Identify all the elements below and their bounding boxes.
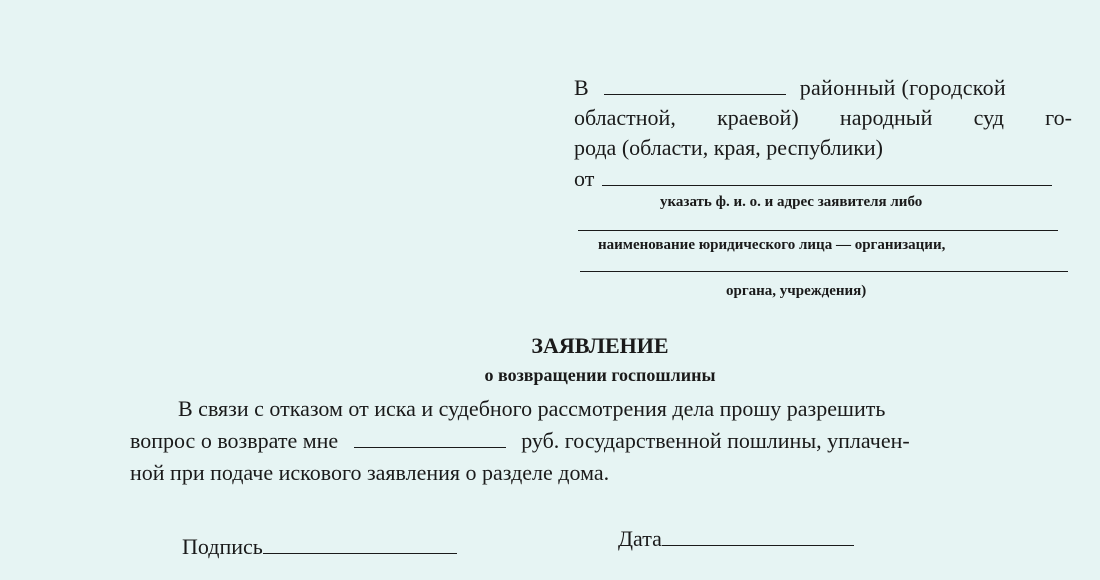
- addressee-prefix: В: [574, 75, 589, 100]
- addressee-line-1: [574, 72, 1072, 103]
- hint-applicant: указать ф. и. о. и адрес заявителя либо: [660, 194, 923, 210]
- hint-legal-entity: наименование юридического лица — организации,: [598, 237, 946, 253]
- body-text: [130, 393, 1075, 489]
- addressee-line-3: рода (области, края, республики): [574, 135, 884, 160]
- body-line-3: ной при подаче искового заявления о разделе дома.: [130, 460, 610, 485]
- body-line-2: [130, 425, 1075, 457]
- body-line-2-suffix: руб. государственной пошлины, уплачен-: [521, 428, 910, 453]
- amount-blank[interactable]: [354, 425, 506, 448]
- hint-organ: органа, учреждения): [726, 283, 867, 299]
- document-title: ЗАЯВЛЕНИЕ: [531, 333, 669, 358]
- addressee-block: [574, 72, 1072, 194]
- signature-field: [182, 531, 457, 560]
- signature-label: Подпись: [182, 534, 263, 559]
- date-label: Дата: [618, 526, 662, 551]
- court-name-blank[interactable]: [604, 72, 786, 95]
- applicant-blank-3[interactable]: [580, 271, 1068, 272]
- applicant-blank-2[interactable]: [578, 230, 1058, 231]
- body-line-2-prefix: вопрос о возврате мне: [130, 428, 339, 453]
- document-subtitle: о возвращении госпошлины: [484, 365, 716, 385]
- body-line-1: В связи с отказом от иска и судебного рассмотрения дела прошу разрешить: [178, 396, 886, 421]
- date-blank[interactable]: [662, 523, 854, 546]
- from-prefix: от: [574, 166, 595, 191]
- applicant-blank[interactable]: [602, 163, 1052, 186]
- signature-blank[interactable]: [263, 531, 457, 554]
- addressee-from-line: [574, 163, 1072, 194]
- addressee-suffix: районный (городской: [799, 75, 1006, 100]
- date-field: [618, 523, 854, 552]
- addressee-line-2: областной, краевой) народный суд го-: [574, 105, 1072, 130]
